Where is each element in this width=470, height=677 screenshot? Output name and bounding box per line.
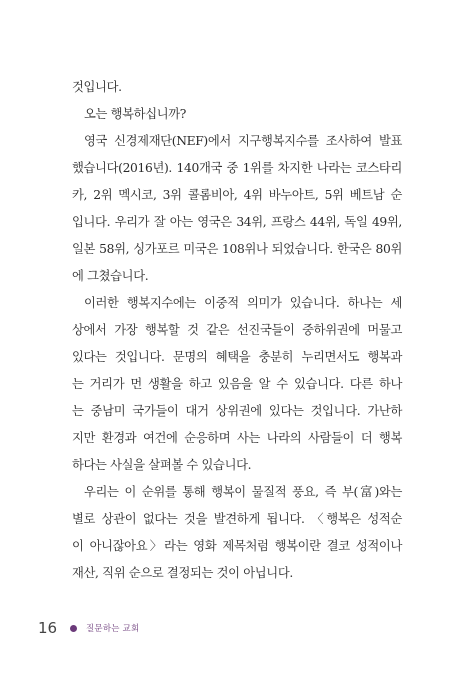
text-line: 이 아니잖아요〉라는 영화 제목처럼 행복이란 결코 성적이나 [72, 539, 402, 553]
text-line: 별로 상관이 없다는 것을 발견하게 됩니다. 〈행복은 성적순 [72, 512, 402, 526]
text-line: 일본 58위, 싱가포르 미국은 108위나 되었습니다. 한국은 80위 [72, 242, 402, 256]
bullet-dot-icon [70, 625, 77, 632]
text-line: 에 그쳤습니다. [72, 269, 149, 283]
text-line: 재산, 직위 순으로 결정되는 것이 아닙니다. [72, 566, 293, 580]
text-line: 것입니다. [72, 80, 122, 94]
text-line: 있다는 것입니다. 문명의 혜택을 충분히 누리면서도 행복과 [72, 350, 402, 364]
text-line: 우리는 이 순위를 통해 행복이 물질적 풍요, 즉 부(富)와는 [84, 485, 402, 499]
text-line: 상에서 가장 행복할 것 같은 선진국들이 중하위권에 머물고 [72, 323, 402, 337]
text-line: 지만 환경과 여건에 순응하며 사는 나라의 사람들이 더 행복 [72, 431, 402, 445]
page-number: 16 [38, 619, 58, 637]
body-text [72, 74, 402, 587]
text-line: 이러한 행복지수에는 이중적 의미가 있습니다. 하나는 세 [84, 296, 402, 310]
text-line: 는 거리가 먼 생활을 하고 있음을 알 수 있습니다. 다른 하나 [72, 377, 402, 391]
text-line: 오는 행복하십니까? [84, 107, 187, 121]
running-title: 질문하는 교회 [86, 624, 140, 634]
text-line: 는 중남미 국가들이 대거 상위권에 있다는 것입니다. 가난하 [72, 404, 402, 418]
page-footer [38, 618, 139, 638]
text-line: 카, 2위 멕시코, 3위 콜롬비아, 4위 바누아트, 5위 베트남 순 [72, 188, 402, 202]
text-line: 하다는 사실을 살펴볼 수 있습니다. [72, 458, 252, 472]
text-line: 했습니다(2016년). 140개국 중 1위를 차지한 나라는 코스타리 [72, 161, 402, 175]
text-line: 영국 신경제재단(NEF)에서 지구행복지수를 조사하여 발표 [84, 134, 402, 148]
text-line: 입니다. 우리가 잘 아는 영국은 34위, 프랑스 44위, 독일 49위, [72, 215, 402, 229]
